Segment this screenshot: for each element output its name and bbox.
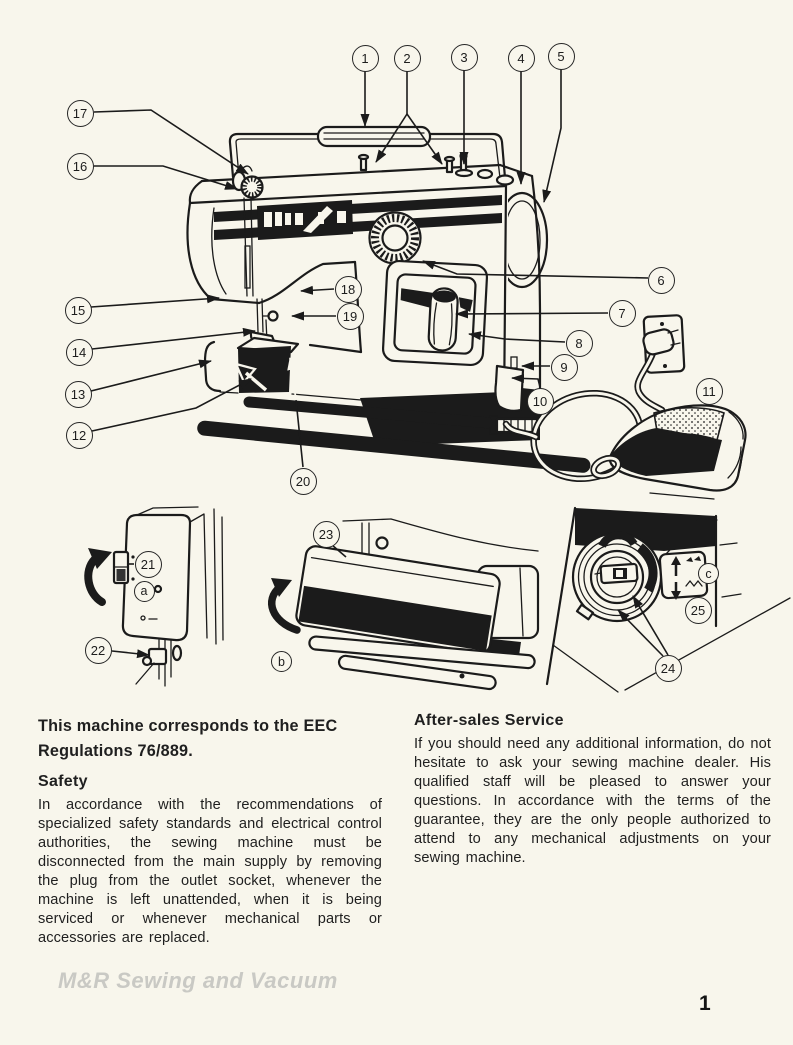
- callout-7: 7: [609, 300, 636, 327]
- tension-dial: [233, 166, 263, 197]
- callout-b: b: [271, 651, 292, 672]
- callout-2: 2: [394, 45, 421, 72]
- callout-21: 21: [135, 551, 162, 578]
- watermark: M&R Sewing and Vacuum: [58, 968, 338, 993]
- callout-11: 11: [696, 378, 723, 405]
- eec-statement: [38, 714, 382, 764]
- callout-16: 16: [67, 153, 94, 180]
- thread-guide: [243, 166, 252, 171]
- callout-8: 8: [566, 330, 593, 357]
- page-number: 1: [699, 992, 711, 1015]
- needle-bar-lower: [136, 640, 181, 686]
- callout-15: 15: [65, 297, 92, 324]
- callout-10: 10: [527, 388, 554, 415]
- safety-heading: Safety: [38, 773, 88, 790]
- callout-a: a: [134, 581, 155, 602]
- callout-3: 3: [451, 44, 478, 71]
- callout-17: 17: [67, 100, 94, 127]
- tilt-arrow-icon: [272, 587, 297, 630]
- accessory-box: [236, 338, 298, 393]
- callout-20: 20: [290, 468, 317, 495]
- callout-24: 24: [655, 655, 682, 682]
- safety-body: In accordance with the recommendations of specialized safety standards and electrical control authorities, the sewing machine must be disconnected from the main supply by removing the plug from the outlet socket, whenever the machine is left unattended, when it is being serviced or whenever mechanical parts or accessories are replaced.: [38, 797, 382, 946]
- callout-18: 18: [335, 276, 362, 303]
- callout-5: 5: [548, 43, 575, 70]
- needle-clamp-screw: [269, 312, 278, 321]
- eec-statement-line1: This machine corresponds to the EEC: [38, 717, 338, 735]
- callout-22: 22: [85, 637, 112, 664]
- figure-b-extension-table: [271, 519, 538, 690]
- clip-detail: [511, 357, 517, 368]
- stitch-length-dial-window: [382, 260, 487, 365]
- callout-6: 6: [648, 267, 675, 294]
- bobbin-case: [573, 533, 661, 621]
- after-sales-heading: After-sales Service: [414, 712, 564, 729]
- callout-c: c: [698, 563, 719, 584]
- callout-13: 13: [65, 381, 92, 408]
- eec-statement-line2: Regulations 76/889.: [38, 742, 193, 760]
- side-plate: [495, 366, 523, 411]
- machine-bed: [205, 342, 238, 393]
- foot-controller: [610, 405, 746, 490]
- callout-9: 9: [551, 354, 578, 381]
- after-sales-body: If you should need any additional information, do not hesitate to ask your sewing machine dealer. His qualified staff will be pleased to answer your questions. In accordance with the terms of the guarantee, they are the only people authorized to attend to any mechanical adjustments on your sewing machine.: [414, 736, 771, 866]
- sewing-machine-figure: [188, 127, 592, 473]
- callout-19: 19: [337, 303, 364, 330]
- decor-stripes: [214, 195, 502, 240]
- callout-4: 4: [508, 45, 535, 72]
- callout-23: 23: [313, 521, 340, 548]
- callout-12: 12: [66, 422, 93, 449]
- callout-14: 14: [66, 339, 93, 366]
- callout-1: 1: [352, 45, 379, 72]
- left-column: [38, 714, 382, 948]
- callout-25: 25: [685, 597, 712, 624]
- brand-nameplate: [257, 200, 353, 240]
- indicator-dot: [155, 586, 161, 592]
- right-column: [414, 712, 771, 868]
- pattern-selector-dial: [370, 213, 421, 264]
- handle-grip: [318, 127, 430, 146]
